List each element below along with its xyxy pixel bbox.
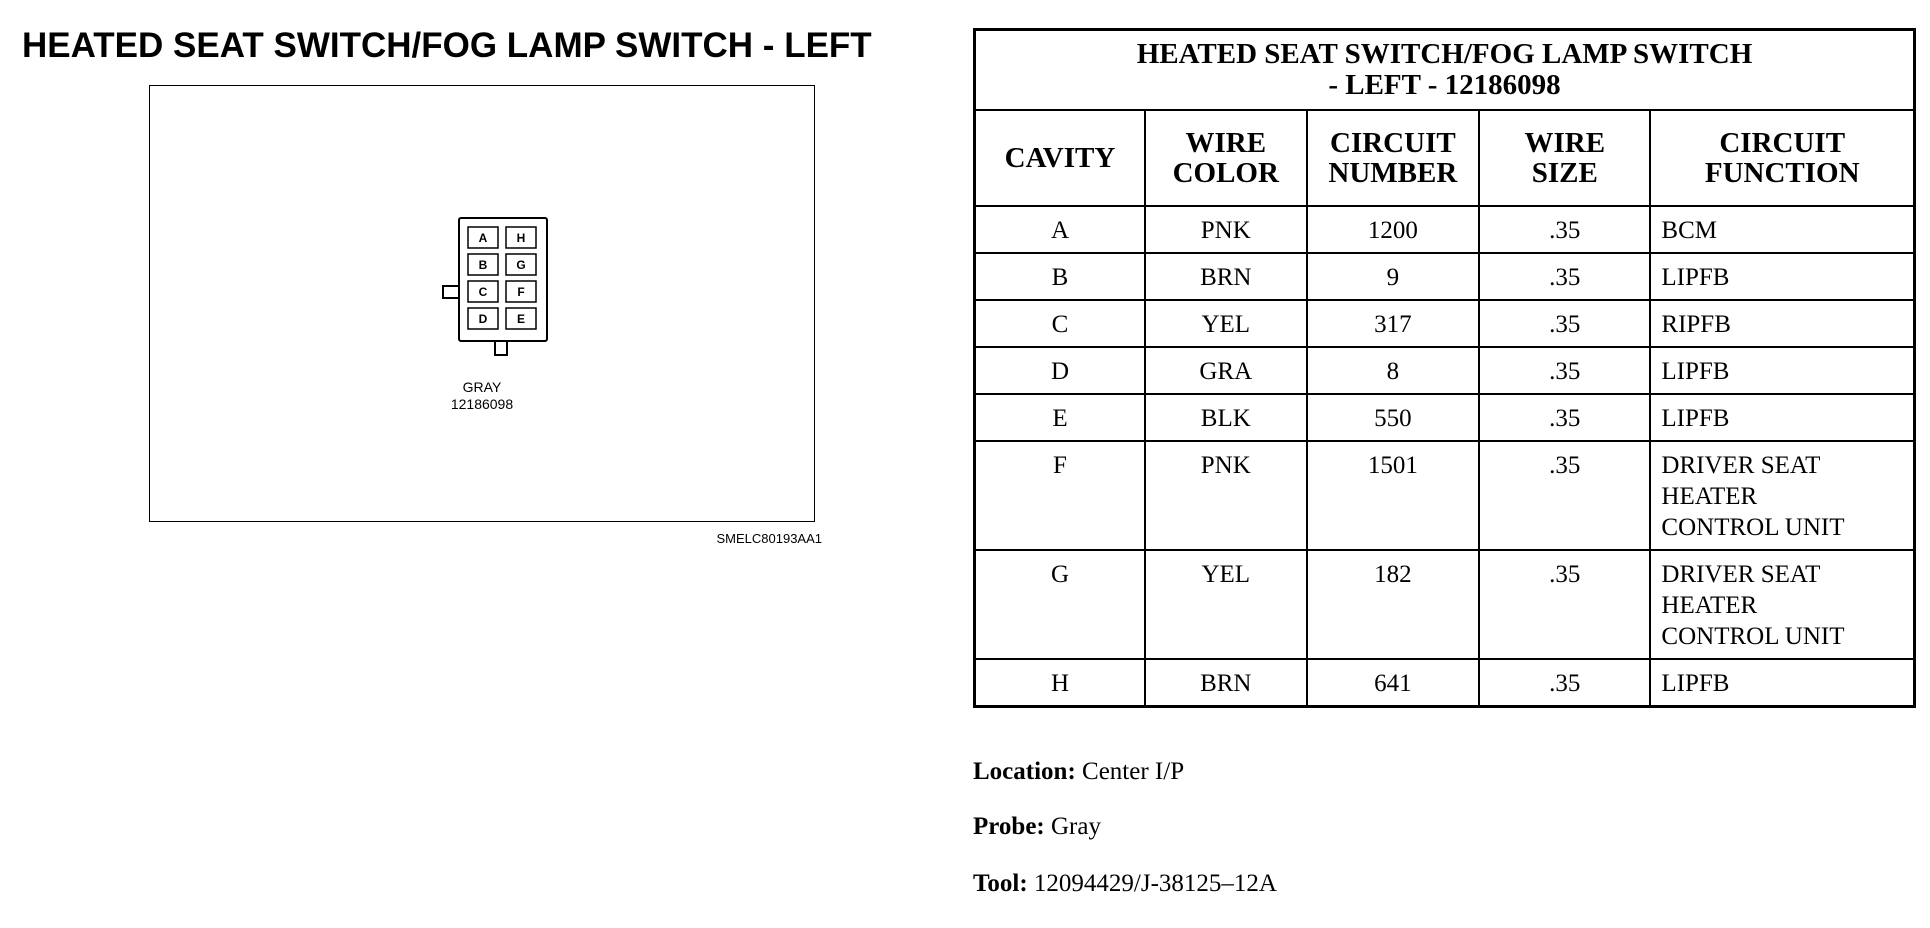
table-row: [975, 206, 1915, 253]
header-circuit-number-line-2: NUMBER: [1328, 156, 1458, 189]
header-wire-size: [1479, 110, 1650, 206]
cell-wire-color: BRN: [1145, 659, 1307, 707]
header-wire-color-line-2: COLOR: [1172, 156, 1279, 189]
table-row: [975, 441, 1915, 550]
header-cavity: [975, 110, 1146, 206]
header-circuit-number: [1307, 110, 1480, 206]
circuit-function-line: DRIVER SEAT: [1661, 560, 1821, 588]
cell-circuit-number: 641: [1307, 659, 1480, 707]
cell-cavity: C: [975, 300, 1146, 347]
connector-color-label: GRAY: [462, 379, 502, 395]
header-wire-size-line-2: SIZE: [1531, 156, 1598, 189]
cell-circuit-number: 8: [1307, 347, 1480, 394]
table-row: [975, 253, 1915, 300]
location-line: [973, 758, 1184, 786]
cavity-label: F: [517, 285, 525, 299]
cell-wire-size: .35: [1479, 394, 1650, 441]
cell-circuit-function: [1650, 394, 1914, 441]
location-label: Location:: [973, 758, 1076, 785]
probe-label: Probe:: [973, 813, 1045, 840]
circuit-function-line: HEATER: [1661, 482, 1758, 510]
table-row: [975, 550, 1915, 659]
table-title: [975, 30, 1915, 110]
header-circuit-function: [1650, 110, 1914, 206]
cell-cavity: G: [975, 550, 1146, 659]
cell-cavity: F: [975, 441, 1146, 550]
cavity-label: G: [516, 258, 526, 272]
circuit-function-line: RIPFB: [1661, 310, 1731, 338]
location-value: Center I/P: [1082, 758, 1185, 785]
connector-part-number: 12186098: [450, 396, 514, 412]
tool-label: Tool:: [973, 870, 1028, 897]
tool-line: [973, 870, 1277, 898]
cell-wire-color: BRN: [1145, 253, 1307, 300]
circuit-function-line: LIPFB: [1661, 263, 1730, 291]
cell-circuit-function: [1650, 441, 1914, 550]
cell-circuit-function: [1650, 206, 1914, 253]
table-row: [975, 394, 1915, 441]
circuit-function-line: LIPFB: [1661, 404, 1730, 432]
circuit-function-line: DRIVER SEAT: [1661, 451, 1821, 479]
diagram-title: HEATED SEAT SWITCH/FOG LAMP SWITCH - LEFT: [22, 26, 872, 65]
probe-value: Gray: [1051, 813, 1101, 840]
header-circuit-number-line-1: CIRCUIT: [1330, 126, 1456, 159]
table-title-line-2: - LEFT - 12186098: [1328, 68, 1561, 101]
cell-circuit-function: [1650, 347, 1914, 394]
cell-circuit-number: 182: [1307, 550, 1480, 659]
cavity-label: A: [478, 231, 488, 245]
cell-cavity: B: [975, 253, 1146, 300]
circuit-function-line: BCM: [1661, 216, 1717, 244]
circuit-function-line: LIPFB: [1661, 357, 1730, 385]
cell-wire-color: PNK: [1145, 206, 1307, 253]
connector-diagram-frame: [149, 85, 815, 522]
circuit-function-line: CONTROL UNIT: [1661, 513, 1845, 541]
cavity-label: C: [478, 285, 488, 299]
cell-circuit-number: 1200: [1307, 206, 1480, 253]
cell-wire-color: PNK: [1145, 441, 1307, 550]
cell-wire-size: .35: [1479, 550, 1650, 659]
header-wire-color-line-1: WIRE: [1185, 126, 1267, 159]
diagram-reference-code: SMELC80193AA1: [716, 531, 822, 546]
cell-circuit-number: 9: [1307, 253, 1480, 300]
cavity-label: D: [478, 312, 488, 326]
table-title-line-1: HEATED SEAT SWITCH/FOG LAMP SWITCH: [1136, 37, 1753, 70]
cell-wire-size: .35: [1479, 206, 1650, 253]
cell-circuit-function: [1650, 659, 1914, 707]
cell-wire-color: GRA: [1145, 347, 1307, 394]
table-row: [975, 659, 1915, 707]
connector-face-icon: [150, 86, 813, 520]
cell-circuit-number: 1501: [1307, 441, 1480, 550]
circuit-function-line: HEATER: [1661, 591, 1758, 619]
cell-wire-size: .35: [1479, 659, 1650, 707]
cell-wire-size: .35: [1479, 347, 1650, 394]
cell-wire-color: YEL: [1145, 550, 1307, 659]
probe-line: [973, 813, 1101, 841]
cell-wire-size: .35: [1479, 253, 1650, 300]
header-circuit-function-line-1: CIRCUIT: [1719, 126, 1846, 159]
circuit-function-line: LIPFB: [1661, 669, 1730, 697]
cell-circuit-function: [1650, 253, 1914, 300]
cavity-label: B: [478, 258, 488, 272]
pinout-table: [973, 28, 1916, 708]
cell-cavity: E: [975, 394, 1146, 441]
cell-wire-color: BLK: [1145, 394, 1307, 441]
header-cavity-text: CAVITY: [1004, 141, 1116, 174]
cell-circuit-number: 317: [1307, 300, 1480, 347]
cell-circuit-number: 550: [1307, 394, 1480, 441]
cell-cavity: H: [975, 659, 1146, 707]
cell-cavity: D: [975, 347, 1146, 394]
table-row: [975, 347, 1915, 394]
table-row: [975, 300, 1915, 347]
cell-wire-size: .35: [1479, 300, 1650, 347]
cell-circuit-function: [1650, 550, 1914, 659]
circuit-function-line: CONTROL UNIT: [1661, 622, 1845, 650]
cell-circuit-function: [1650, 300, 1914, 347]
header-circuit-function-line-2: FUNCTION: [1704, 156, 1860, 189]
tool-value: 12094429/J-38125–12A: [1033, 870, 1277, 897]
cavity-label: E: [516, 312, 526, 326]
cell-cavity: A: [975, 206, 1146, 253]
header-wire-size-line-1: WIRE: [1524, 126, 1606, 159]
cell-wire-size: .35: [1479, 441, 1650, 550]
cavity-label: H: [516, 231, 526, 245]
cell-wire-color: YEL: [1145, 300, 1307, 347]
pinout-table-container: [973, 28, 1916, 708]
header-wire-color: [1145, 110, 1307, 206]
